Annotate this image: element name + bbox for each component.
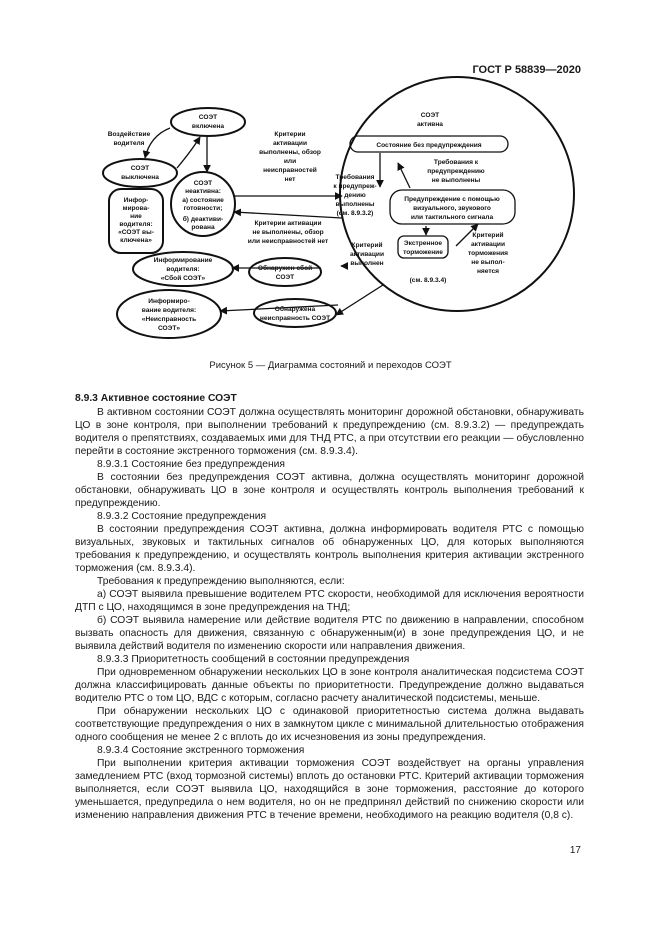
inactive-2: неактивна:: [185, 188, 221, 195]
active-2: активна: [417, 121, 443, 128]
info-malf-1: Информиро-: [148, 298, 190, 305]
crit-line-1: Критерии: [274, 131, 306, 138]
state-on: [171, 108, 245, 136]
crit-brake-1: Критерий: [472, 232, 504, 239]
req-met-4: выполнены: [335, 201, 375, 208]
detect-fault: [249, 258, 321, 286]
crit-brake-2: активации: [470, 241, 506, 248]
crit-not-1: Критерии активации: [254, 220, 322, 227]
crit-line-4: или: [283, 158, 297, 165]
crit-brake-5: няется: [476, 268, 500, 275]
left-box-3: ние: [130, 213, 142, 220]
req-met-5: (см. 8.9.3.2): [336, 210, 374, 217]
paragraph: При выполнении критерия активации торможения СОЭТ воздействует на органы управления замедлением РТС (вход тормозной системы) вплоть до остановки РТС. Критерий активации торможения выполняется, если СОЭТ выявила ЦО, находящийся в зоне торможения, расстояние до которого уменьшается, предупредила о нем водителя, но он не предпринял действий по снижению скорости или изменению направления движения РТС в течение времени, необходимого на реакцию водителя (0,8 с).: [75, 758, 584, 821]
crit-met-2: активации: [349, 251, 385, 258]
emerg-1: Экстренное: [403, 240, 443, 247]
inactive-a-2: готовности;: [183, 205, 223, 212]
left-box-1: Инфор-: [123, 197, 149, 204]
left-box-4: водителя:: [119, 221, 153, 228]
no-warning-text: Состояние без предупреждения: [376, 142, 482, 149]
detect-malf-1: Обнаружена: [274, 306, 316, 313]
crit-brake-3: торможения: [468, 250, 508, 257]
left-box-6: ключена»: [120, 237, 152, 244]
info-fault-2: водителя:: [166, 266, 200, 273]
paragraph: Требования к предупреждению выполняются, если:: [97, 576, 345, 587]
warn-1: Предупреждение с помощью: [404, 196, 500, 203]
crit-not-2: не выполнены, обзор: [252, 229, 324, 236]
paragraph: В состоянии без предупреждения СОЭТ активна, должна осуществлять мониторинг дорожной обстановки, обнаруживать ЦО в зоне контроля и осуществлять контроль выполнения требований к предупреждению.: [75, 472, 584, 509]
inactive-b-1: б) деактиви-: [182, 216, 224, 223]
emerg-2: торможение: [403, 249, 443, 256]
crit-line-3: выполнены, обзор: [259, 149, 321, 156]
crit-line-6: нет: [284, 176, 296, 183]
state-off: [103, 159, 177, 187]
detect-malf: [254, 299, 336, 327]
on-line-1: СОЭТ: [198, 114, 218, 121]
crit-met-3: выполнен: [350, 260, 384, 267]
detect-malf-2: неисправность СОЭТ: [259, 315, 331, 322]
info-malf-2: вание водителя:: [141, 307, 197, 314]
req-met-1: Требования: [335, 174, 375, 181]
req-met-3: дению: [344, 192, 366, 199]
detect-fault-2: СОЭТ: [275, 274, 295, 281]
list-item: б) СОЭТ выявила намерение или действие водителя РТС по движению в направлении, способном вызвать опасность для движения, связанную с обнаруженным(и) в зоне предупреждения ЦО, и не выявила действий водителя по изменению скорости или направления движения.: [75, 615, 584, 652]
ref-8934: (см. 8.9.3.4): [409, 277, 447, 284]
page-number: 17: [569, 845, 581, 856]
figure-caption: Рисунок 5 — Диаграмма состояний и переходов СОЭТ: [209, 360, 452, 371]
subsection-heading: 8.9.3.3 Приоритетность сообщений в состоянии предупреждения: [97, 654, 410, 665]
on-line-2: включена: [191, 123, 225, 130]
off-line-1: СОЭТ: [130, 165, 150, 172]
act-line-2: водителя: [113, 140, 145, 147]
inactive-b-2: рована: [191, 224, 215, 231]
crit-brake-4: не выпол-: [471, 259, 505, 266]
subsection-heading: 8.9.3.1 Состояние без предупреждения: [97, 459, 285, 470]
info-fault-1: Информирование: [153, 257, 213, 264]
paragraph: В активном состоянии СОЭТ должна осуществлять мониторинг дорожной обстановки, обнаруживать ЦО в зоне контроля, при выполнении требований к предупреждению (см. 8.9.3.2) — предупреждать водителя о препятствиях, создаваемых ими для ТНД РТС, а при отсутствии его реакции — обусловленно перейти в состояние экстренного торможения (см. 8.9.3.4).: [75, 407, 584, 457]
state-diagram: [0, 0, 661, 360]
crit-line-5: неисправностей: [263, 167, 317, 174]
crit-met-1: Критерий: [351, 242, 383, 249]
left-box-5: «СОЭТ вы-: [118, 229, 154, 236]
off-line-2: выключена: [121, 174, 159, 181]
left-box-2: мирова-: [122, 205, 150, 212]
req-not-2: предупреждению: [427, 168, 485, 175]
document-body: [75, 392, 584, 822]
info-fault-3: «Сбой СОЭТ»: [160, 275, 206, 282]
subsection-heading: 8.9.3.4 Состояние экстренного торможения: [97, 745, 305, 756]
paragraph: При одновременном обнаружении нескольких ЦО в зоне контроля аналитическая подсистема СОЭТ должна классифицировать данные объекты по приоритетности. Предупреждение должно выдаваться водителю РТС о том ЦО, ВДС с которым, согласно расчету аналитической подсистемы, меньше.: [75, 667, 584, 704]
warn-3: или тактильного сигнала: [410, 214, 494, 221]
detect-fault-1: Обнаружен сбой: [257, 265, 313, 272]
warn-2: визуального, звукового: [413, 205, 491, 212]
subsection-heading: 8.9.3.2 Состояние предупреждения: [97, 511, 267, 522]
crit-line-2: активации: [272, 140, 308, 147]
section-title: 8.9.3 Активное состояние СОЭТ: [75, 393, 237, 404]
paragraph: При обнаружении нескольких ЦО с одинаковой приоритетностью система должна выдавать соответствующие предупреждения о них в замкнутом цикле с минимальной длительностью отображения одного сообщения не менее 2 с вплоть до их исчезновения из зоны предупреждения.: [75, 706, 584, 743]
crit-not-3: или неисправностей нет: [247, 238, 329, 245]
inactive-1: СОЭТ: [193, 180, 213, 187]
state-active: [340, 77, 574, 311]
active-1: СОЭТ: [420, 112, 440, 119]
standard-header: ГОСТ Р 58839—2020: [472, 64, 581, 76]
paragraph: В состоянии предупреждения СОЭТ активна, должна информировать водителя РТС с помощью визуальных, звуковых и тактильных сигналов об обнаруженных ЦО, для которых выполняются требования к предупреждению, и осуществлять контроль выполнения критерия активации экстренного торможения (см. 8.9.3.4).: [75, 524, 584, 574]
req-not-3: не выполнены: [431, 177, 481, 184]
act-line-1: Воздействие: [107, 131, 151, 138]
inactive-a-1: а) состояние: [182, 197, 224, 204]
list-item: а) СОЭТ выявила превышение водителем РТС скорости, необходимой для исключения вероятности ДТП с ЦО, находящимся в зоне предупреждения на ТНД;: [75, 589, 584, 613]
info-malf-3: «Неисправность: [141, 316, 197, 323]
info-malf-4: СОЭТ»: [157, 325, 181, 332]
req-met-2: к предупреж-: [333, 183, 377, 190]
req-not-1: Требования к: [433, 159, 479, 166]
